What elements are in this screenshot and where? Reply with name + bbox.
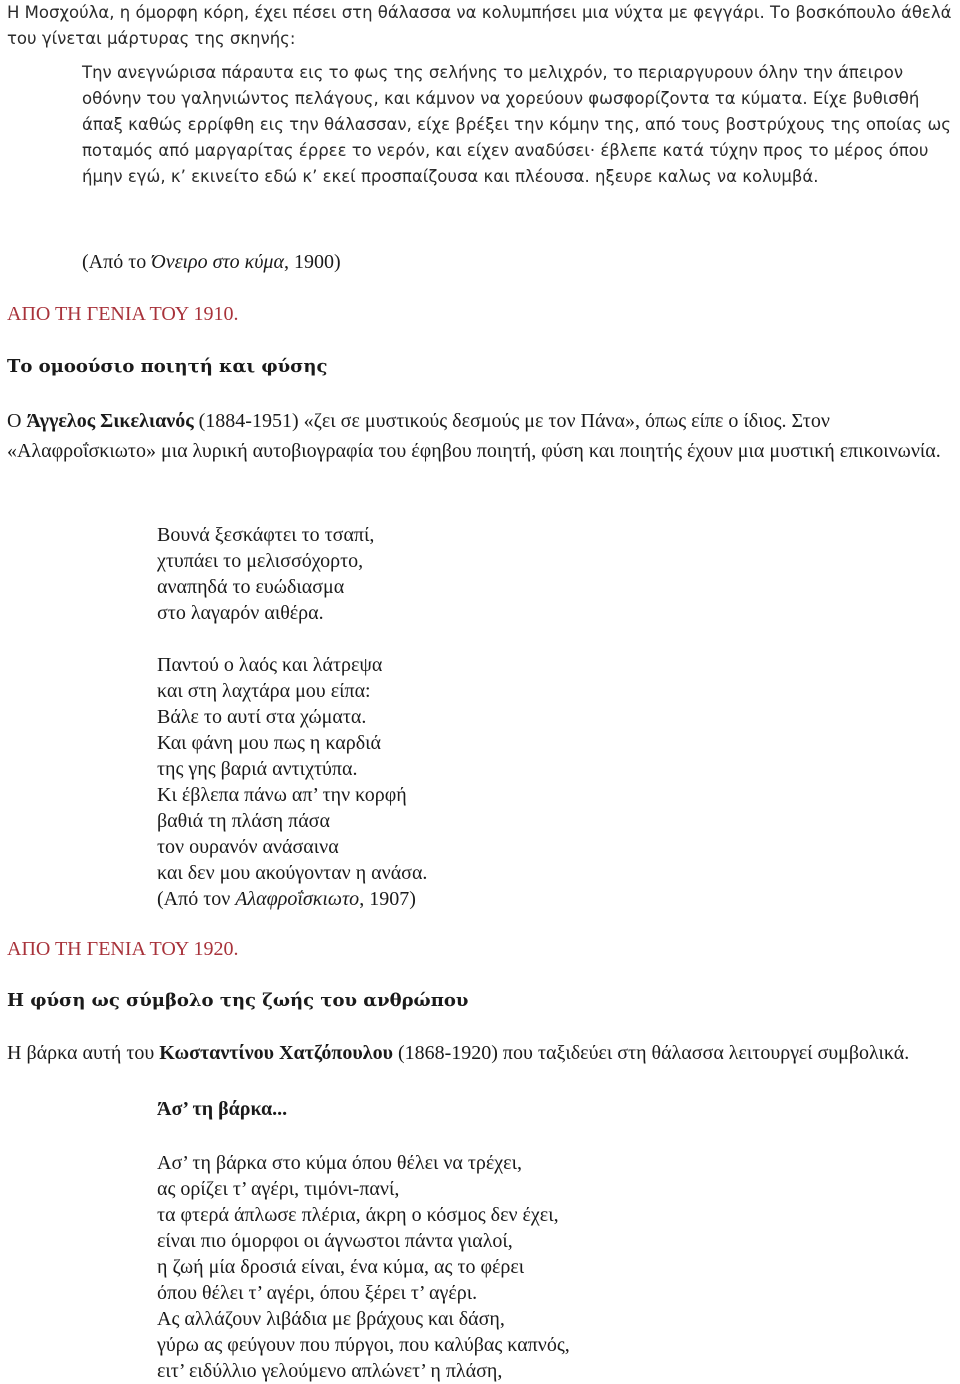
poem-line: είναι πιο όμορφοι οι άγνωστοι πάντα γιαλοί, bbox=[157, 1230, 513, 1252]
citation-prefix: (Από το bbox=[82, 251, 152, 273]
poem-line: αναπηδά το ευώδιασμα bbox=[157, 576, 345, 598]
poem-line: η ζωή μία δροσιά είναι, ένα κύμα, ας το φέρει bbox=[157, 1256, 525, 1278]
poem-line: Βουνά ξεσκάφτει το τσαπί, bbox=[157, 524, 375, 546]
paragraph-chatzopoulos bbox=[7, 1040, 957, 1067]
poem-line: Ασ’ τη βάρκα στο κύμα όπου θέλει να τρέχει, bbox=[157, 1152, 522, 1174]
poem-line: Ας αλλάζουν λιβάδια με βράχους και δάση, bbox=[157, 1308, 505, 1330]
para-suffix: (1868-1920) που ταξιδεύει στη θάλασσα λειτουργεί συμβολικά. bbox=[392, 1042, 910, 1064]
generation-1910-heading: ΑΠΟ ΤΗ ΓΕΝΙΑ ΤΟΥ 1910. bbox=[7, 303, 239, 325]
poet-name: Κωσταντίνου Χατζόπουλου bbox=[159, 1042, 393, 1064]
citation-title: Αλαφροΐσκιωτο bbox=[235, 888, 360, 910]
subtitle-1920: Η φύση ως σύμβολο της ζωής του ανθρώπου bbox=[7, 990, 469, 1011]
intro-paragraph: Η Μοσχούλα, η όμορφη κόρη, έχει πέσει στη θάλασσα να κολυμπήσει μια νύχτα με φεγγάρι. Το βοσκόπουλο άθελά του γίνεται μάρτυρας της σκηνής: bbox=[7, 3, 952, 48]
citation-1907 bbox=[157, 886, 427, 912]
citation-prefix: (Από τον bbox=[157, 888, 236, 910]
poem-line: τα φτερά άπλωσε πλέρια, άκρη ο κόσμος δεν έχει, bbox=[157, 1204, 559, 1226]
poem-stanza-2 bbox=[157, 652, 427, 912]
poem-line: και στη λαχτάρα μου είπα: bbox=[157, 680, 371, 702]
poet-name: Άγγελος Σικελιανός bbox=[26, 410, 194, 432]
poem-line: ειτ’ ειδύλλιο γελούμενο απλώνετ’ η πλάση, bbox=[157, 1360, 503, 1382]
para-suffix: (1884-1951) «ζει σε μυστικούς δεσμούς με τον Πάνα», όπως είπε ο ίδιος. Στον «Αλαφροΐσκιωτο» μια λυρική αυτοβιογραφία του έφηβου ποιητή, φύση και ποιητής έχουν μια μυστική επικοινωνία. bbox=[7, 410, 941, 462]
poem-line: τον ουρανόν ανάσαινα bbox=[157, 836, 339, 858]
poem-line: Κι έβλεπα πάνω απ’ την κορφή bbox=[157, 784, 407, 806]
citation-suffix: , 1900) bbox=[283, 251, 341, 273]
citation-suffix: , 1907) bbox=[359, 888, 416, 910]
citation-title: Όνειρο στο κύμα bbox=[151, 251, 284, 273]
poem-line: γύρω ας φεύγουν που πύργοι, που καλύβας καπνός, bbox=[157, 1334, 570, 1356]
paragraph-sikelianos bbox=[7, 406, 957, 466]
poem-line: στο λαγαρόν αιθέρα. bbox=[157, 602, 324, 624]
quote-paragraph: Την ανεγνώρισα πάραυτα εις το φως της σελήνης το μελιχρόν, το περιαργυρουν όλην την άπειρον οθόνην του γαληνιώντος πελάγους, και κάμνον να χορεύουν φωσφορίζοντα τα κύματα. Είχε βυθισθή άπαξ καθώς ερρίφθη εις την θάλασσαν, είχε βρέξει την κόμην της, από τους βοστρύχους της οποίας ως ποταμός από μαργαρίτας έρρεε το νερόν, και είχεν αναδύσει· έβλεπε κατά τύχην προς το μέρος όπου ήμην εγώ, κ’ εκινείτο εδώ κ’ εκεί προσπαίζουσα και πλέουσα. ηξευρε καλως να κολυμβά. bbox=[82, 63, 951, 186]
poem-line: Παντού ο λαός και λάτρεψα bbox=[157, 654, 383, 676]
poem-line: χτυπάει το μελισσόχορτο, bbox=[157, 550, 364, 572]
generation-1920-heading: ΑΠΟ ΤΗ ΓΕΝΙΑ ΤΟΥ 1920. bbox=[7, 938, 239, 960]
poem-line: βαθιά τη πλάση πάσα bbox=[157, 810, 330, 832]
para-prefix: Ο bbox=[7, 410, 27, 432]
poem-boat bbox=[157, 1150, 570, 1384]
poem-line: Και φάνη μου πως η καρδιά bbox=[157, 732, 381, 754]
poem-line: και δεν μου ακούγονταν η ανάσα. bbox=[157, 862, 428, 884]
poem-line: ας ορίζει τ’ αγέρι, τιμόνι-πανί, bbox=[157, 1178, 400, 1200]
subtitle-1910: Το ομοούσιο ποιητή και φύσης bbox=[7, 356, 328, 377]
citation-1900 bbox=[82, 249, 341, 276]
poem-line: της γης βαριά αντιχτύπα. bbox=[157, 758, 358, 780]
poem-line: Βάλε το αυτί στα χώματα. bbox=[157, 706, 367, 728]
para-prefix: Η βάρκα αυτή του bbox=[7, 1042, 160, 1064]
poem-title: Άσ’ τη βάρκα... bbox=[157, 1098, 288, 1120]
poem-line: όπου θέλει τ’ αγέρι, όπου ξέρει τ’ αγέρι. bbox=[157, 1282, 478, 1304]
poem-stanza-1 bbox=[157, 522, 374, 626]
